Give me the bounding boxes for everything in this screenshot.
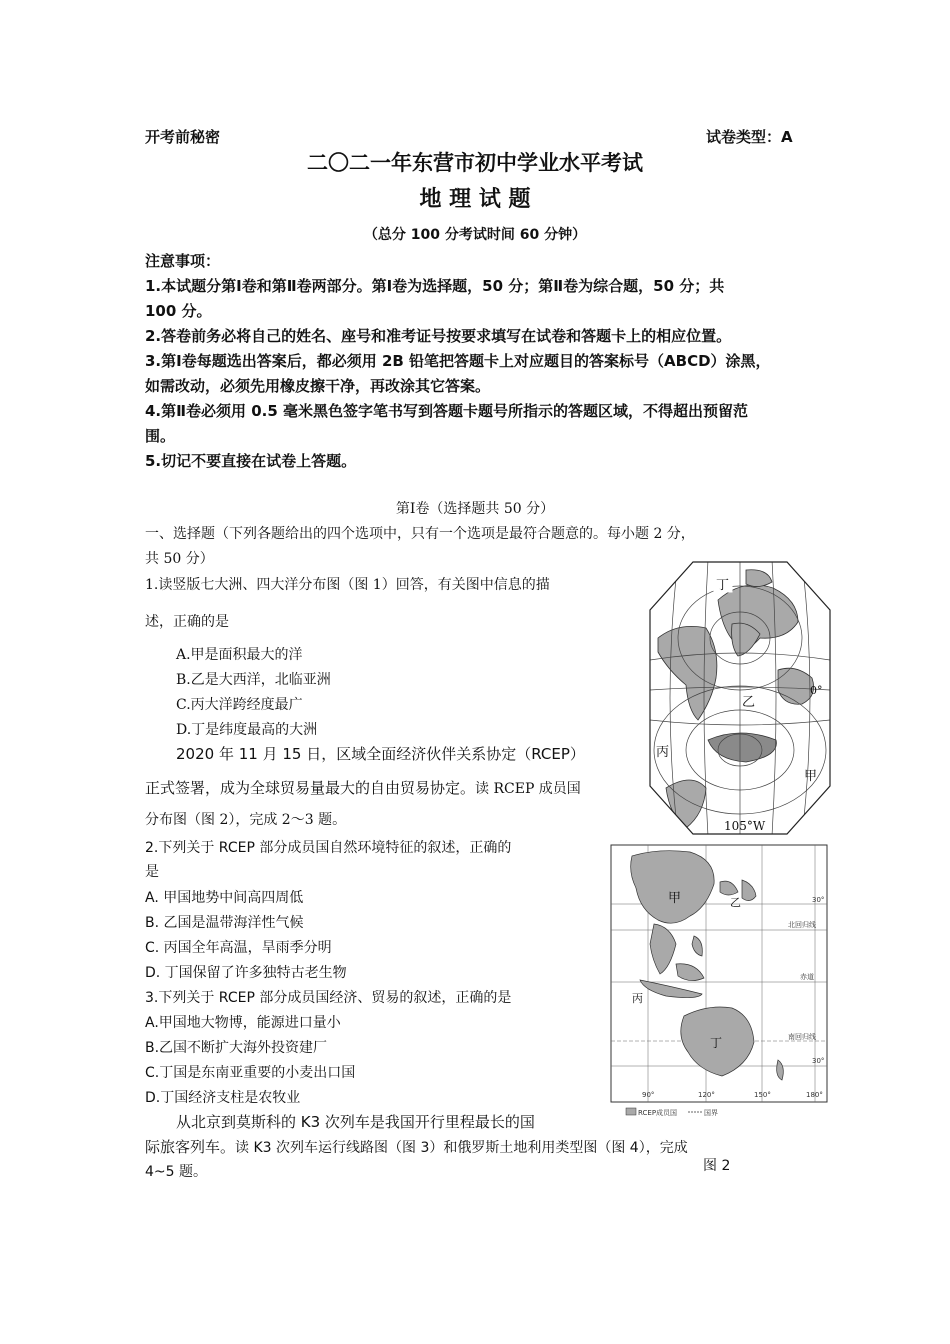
note-line: 2.答卷前务必将自己的姓名、座号和准考证号按要求填写在试卷和答题卡上的相应位置。 xyxy=(145,327,732,345)
q2-option-d: D. 丁国保留了许多独特古老生物 xyxy=(145,965,347,981)
q1-stem: 述，正确的是 xyxy=(145,614,229,630)
section-instruction: 一、选择题（下列各题给出的四个选项中，只有一个选项是最符合题意的。每小题 2 分， xyxy=(145,526,695,542)
q3-option-a: A.甲国地大物博，能源进口量小 xyxy=(145,1015,341,1031)
rcep-intro xyxy=(145,776,581,801)
label-tropic-n: 北回归线 xyxy=(788,921,816,929)
q2-option-c: C. 丙国全年高温，旱雨季分明 xyxy=(145,940,332,956)
q1-stem: 1.读竖版七大洲、四大洋分布图（图 1）回答，有关图中信息的描 xyxy=(145,577,550,593)
exam-title: 二〇二一年东营市初中学业水平考试 xyxy=(307,151,643,175)
rcep-intro: 2020 年 11 月 15 日，区域全面经济伙伴关系协定（RCEP） xyxy=(176,745,585,763)
legend-member-label: RCEP成员国 xyxy=(638,1109,678,1117)
secret-label: 开考前秘密 xyxy=(145,128,221,146)
subject-title: 地 理 试 题 xyxy=(419,187,531,212)
k3-intro: 从北京到莫斯科的 K3 次列车是我国开行里程最长的国 xyxy=(176,1113,535,1131)
label-tropic-s: 南回归线 xyxy=(788,1033,816,1041)
note-line: 3.第Ⅰ卷每题选出答案后，都必须用 2B 铅笔把答题卡上对应题目的答案标号（ABCD）涂黑， xyxy=(145,352,771,370)
label-ding: 丁 xyxy=(716,578,730,593)
label-lon180: 180° xyxy=(806,1091,823,1099)
q2-option-b: B. 乙国是温带海洋性气候 xyxy=(145,915,304,931)
label-yi: 乙 xyxy=(742,695,756,710)
label-lon90: 90° xyxy=(642,1091,655,1099)
rcep-intro-bold: 正式签署，成为全球贸易量最大的自由贸易协定。 xyxy=(145,779,476,797)
figure-2-caption: 图 2 xyxy=(703,1158,731,1174)
label-ding: 丁 xyxy=(710,1036,723,1050)
note-line: 围。 xyxy=(145,427,176,445)
rcep-intro: 分布图（图 2），完成 2～3 题。 xyxy=(145,812,347,828)
label-zero-degree: 0° xyxy=(810,684,823,697)
label-equator: 赤道 xyxy=(800,973,814,981)
figure-2-rcep-map xyxy=(610,844,828,1118)
q3-option-b: B.乙国不断扩大海外投资建厂 xyxy=(145,1040,328,1056)
q3-option-c: C.丁国是东南亚重要的小麦出口国 xyxy=(145,1065,356,1081)
q2-stem: 是 xyxy=(145,864,159,880)
paper-type: 试卷类型：A xyxy=(706,128,793,146)
k3-intro xyxy=(145,1135,688,1160)
label-jia: 甲 xyxy=(668,891,682,906)
label-yi: 乙 xyxy=(730,896,741,909)
section-instruction: 共 50 分） xyxy=(145,551,214,567)
q2-stem: 2.下列关于 RCEP 部分成员国自然环境特征的叙述，正确的 xyxy=(145,840,512,856)
label-bing: 丙 xyxy=(656,745,670,760)
label-lon150: 150° xyxy=(754,1091,771,1099)
q3-option-d: D.丁国经济支柱是农牧业 xyxy=(145,1090,301,1106)
map-content xyxy=(648,560,832,836)
q3-stem: 3.下列关于 RCEP 部分成员国经济、贸易的叙述，正确的是 xyxy=(145,990,512,1006)
note-line: 1.本试题分第Ⅰ卷和第Ⅱ卷两部分。第Ⅰ卷为选择题，50 分；第Ⅱ卷为综合题，50 分；共 xyxy=(145,277,725,295)
label-jia: 甲 xyxy=(804,769,818,784)
q1-option-c: C.丙大洋跨经度最广 xyxy=(176,697,303,713)
legend-member-swatch xyxy=(626,1108,636,1115)
note-line: 如需改动，必须先用橡皮擦干净，再改涂其它答案。 xyxy=(145,377,491,395)
section-title: 第Ⅰ卷（选择题共 50 分） xyxy=(395,501,555,517)
label-lat30n: 30° xyxy=(812,896,825,904)
figure-1-world-map xyxy=(648,560,832,836)
label-105w: 105°W xyxy=(724,819,766,833)
exam-meta: （总分 100 分考试时间 60 分钟） xyxy=(363,227,587,243)
q2-option-a: A. 甲国地势中间高四周低 xyxy=(145,890,304,906)
legend-border-label: 国界 xyxy=(704,1109,718,1117)
label-lat30s: 30° xyxy=(812,1057,825,1065)
k3-intro-normal: 读 K3 次列车运行线路图（图 3）和俄罗斯土地利用类型图（图 4），完成 xyxy=(235,1140,688,1156)
q1-option-a: A.甲是面积最大的洋 xyxy=(176,647,303,663)
q1-option-b: B.乙是大西洋，北临亚洲 xyxy=(176,672,331,688)
rcep-intro-serif: 读 RCEP 成员国 xyxy=(475,781,581,797)
label-bing: 丙 xyxy=(632,992,643,1005)
note-line: 4.第Ⅱ卷必须用 0.5 毫米黑色签字笔书写到答题卡题号所指示的答题区域，不得超出预留范 xyxy=(145,402,749,420)
notes-heading: 注意事项： xyxy=(145,252,221,270)
label-lon120: 120° xyxy=(698,1091,715,1099)
k3-intro: 4~5 题。 xyxy=(145,1164,207,1180)
note-line: 5.切记不要直接在试卷上答题。 xyxy=(145,452,357,470)
k3-intro-bold: 际旅客列车。 xyxy=(145,1138,236,1156)
note-line: 100 分。 xyxy=(145,302,212,320)
q1-option-d: D.丁是纬度最高的大洲 xyxy=(176,722,318,738)
